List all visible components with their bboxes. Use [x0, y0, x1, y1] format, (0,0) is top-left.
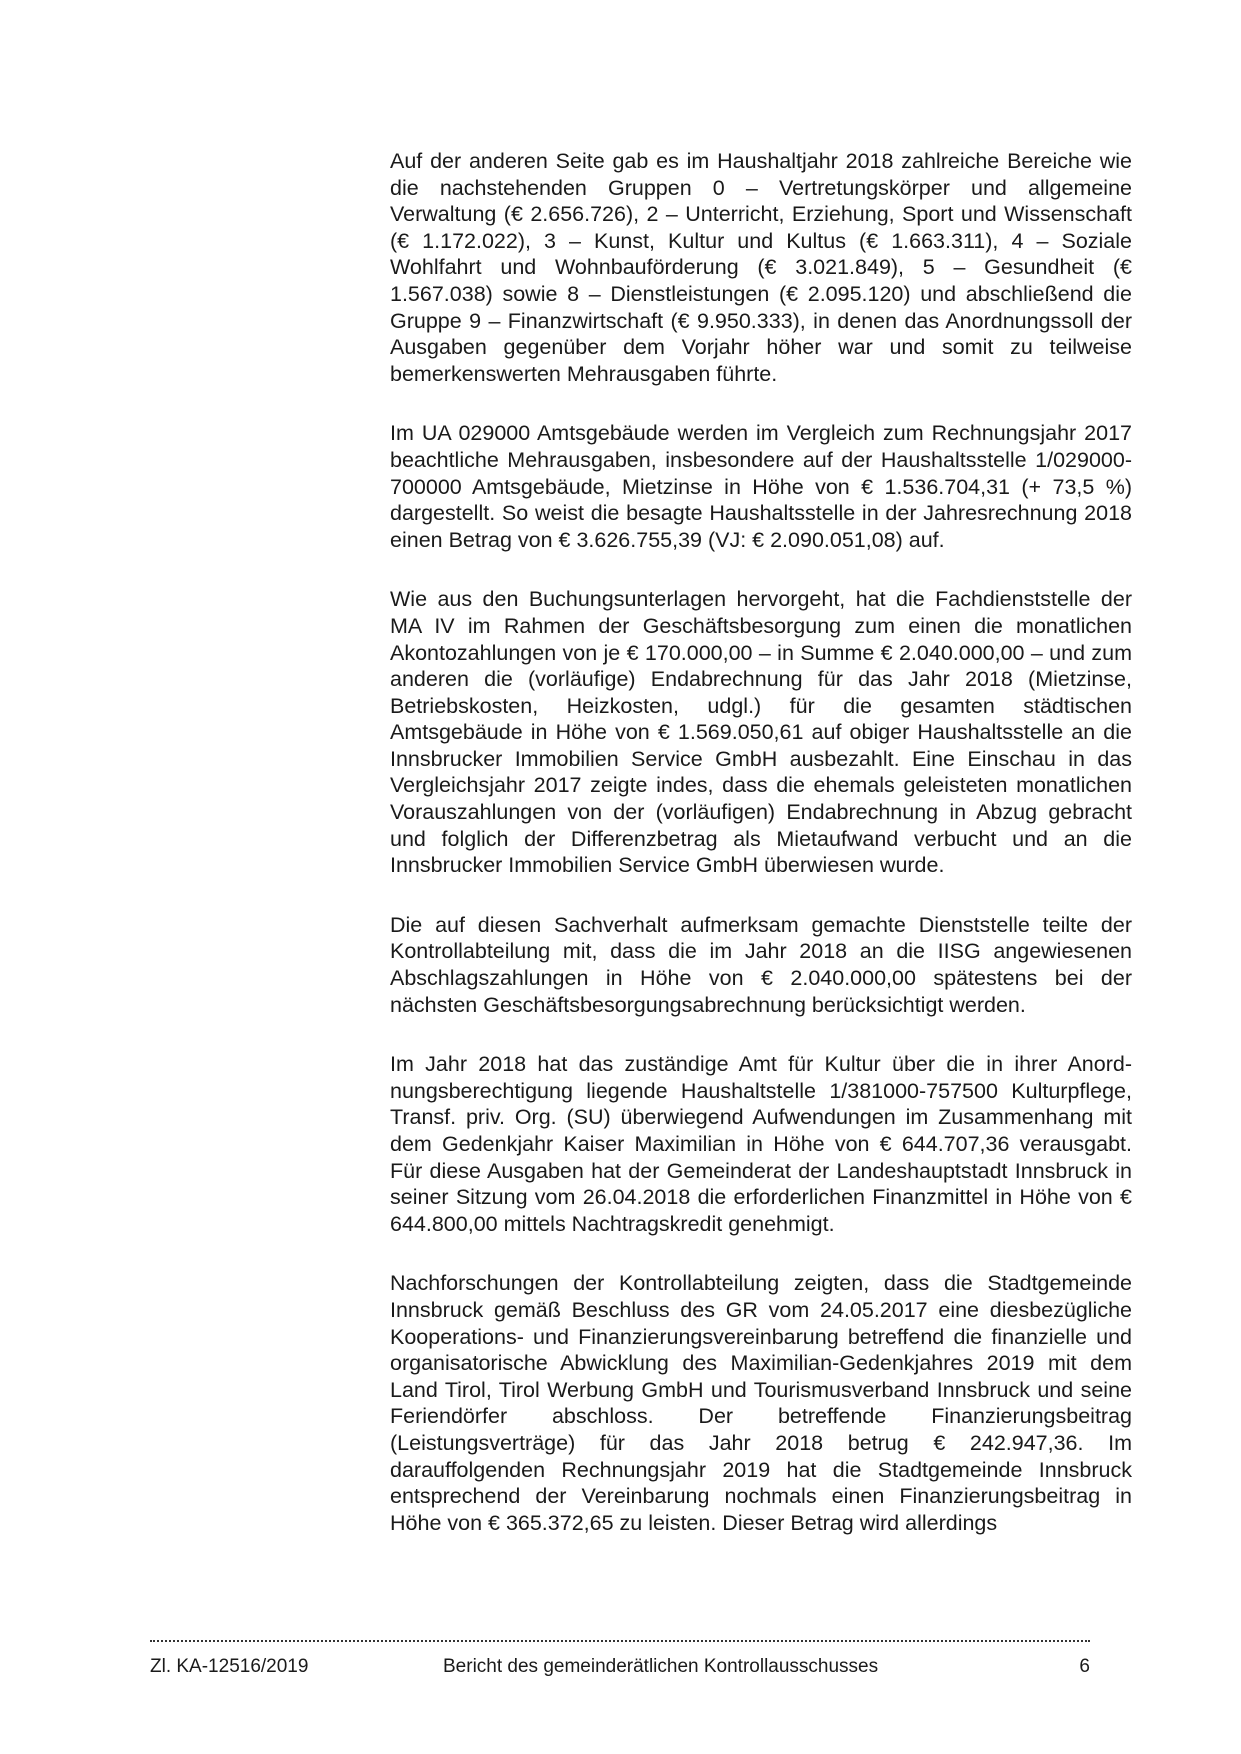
paragraph-1: Auf der anderen Seite gab es im Haushaltjahr 2018 zahlreiche Bereiche wie die nachstehenden Gruppen 0 – Vertretungskörper und allgemeine Verwaltung (€ 2.656.726), 2 – Unterricht, Erziehung, Sport und Wissenschaft (€ 1.172.022), 3 – Kunst, Kultur und Kultus (€ 1.663.311), 4 – Soziale Wohlfahrt und Wohnbauförderung (€ 3.021.849), 5 – Gesundheit (€ 1.567.038) sowie 8 – Dienstleistungen (€ 2.095.120) und abschließend die Gruppe 9 – Finanzwirtschaft (€ 9.950.333), in denen das Anordnungssoll der Ausgaben gegenüber dem Vorjahr höher war und somit zu teilweise bemerkenswerten Mehrausgaben führte.	[390, 149, 1132, 386]
paragraph-5: Im Jahr 2018 hat das zuständige Amt für Kultur über die in ihrer Anordnungsberechtigung liegende Haushaltstelle 1/381000-757500 Kulturpflege, Transf. priv. Org. (SU) überwiegend Aufwendungen im Zusammenhang mit dem Gedenkjahr Kaiser Maximilian in Höhe von € 644.707,36 verausgabt. Für diese Ausgaben hat der Gemeinderat der Landeshauptstadt Innsbruck in seiner Sitzung vom 26.04.2018 die erforderlichen Finanzmittel in Höhe von € 644.800,00 mittels Nachtragskredit genehmigt.	[390, 1052, 1132, 1236]
paragraph-6: Nachforschungen der Kontrollabteilung zeigten, dass die Stadtgemeinde Innsbruck gemäß Beschluss des GR vom 24.05.2017 eine diesbezügliche Kooperations- und Finanzierungsvereinbarung betreffend die finanzielle und organisatorische Abwicklung des Maximilian-Gedenkjahres 2019 mit dem Land Tirol, Tirol Werbung GmbH und Tourismusverband Innsbruck und seine Feriendörfer abschloss. Der betreffende Finanzierungsbeitrag (Leistungsverträge) für das Jahr 2018 betrug € 242.947,36. Im darauffolgenden Rechnungsjahr 2019 hat die Stadtgemeinde Innsbruck entsprechend der Vereinbarung nochmals einen Finanzierungsbeitrag in Höhe von € 365.372,65 zu leisten. Dieser Betrag wird allerdings	[390, 1271, 1132, 1535]
page-footer	[150, 1640, 1090, 1680]
footer-dotted-rule	[150, 1640, 1090, 1642]
paragraph-3: Wie aus den Buchungsunterlagen hervorgeht, hat die Fachdienststelle der MA IV im Rahmen der Geschäftsbesorgung zum einen die monatlichen Akontozahlungen von je € 170.000,00 – in Summe € 2.040.000,00 – und zum anderen die (vorläufige) Endabrechnung für das Jahr 2018 (Mietzinse, Betriebskosten, Heizkosten, udgl.) für die gesamten städtischen Amtsgebäude in Höhe von € 1.569.050,61 auf obiger Haushaltsstelle an die Innsbrucker Immobilien Service GmbH ausbezahlt. Eine Einschau in das Vergleichsjahr 2017 zeigte indes, dass die ehemals geleisteten monatlichen Vorauszahlungen von der (vorläufigen) Endabrechnung in Abzug gebracht und folglich der Differenzbetrag als Mietaufwand verbucht und an die Innsbrucker Immobilien Service GmbH überwiesen wurde.	[390, 587, 1132, 878]
footer-reference: Zl. KA-12516/2019	[150, 1656, 309, 1677]
body-text	[390, 148, 1132, 1569]
paragraph-4: Die auf diesen Sachverhalt aufmerksam gemachte Dienststelle teilte der Kontrollabteilung mit, dass die im Jahr 2018 an die IISG angewiesenen Abschlagszahlungen in Höhe von € 2.040.000,00 spätestens bei der nächsten Geschäftsbesorgungsabrechnung berücksichtigt werden.	[390, 912, 1132, 1017]
footer-title: Bericht des gemeinderätlichen Kontrollausschusses	[443, 1656, 879, 1677]
page-number: 6	[1079, 1656, 1090, 1677]
paragraph-2: Im UA 029000 Amtsgebäude werden im Vergleich zum Rechnungsjahr 2017 beachtliche Mehrausgaben, insbesondere auf der Haushaltsstelle 1/029000-700000 Amtsgebäude, Mietzinse in Höhe von € 1.536.704,31 (+ 73,5 %) dargestellt. So weist die besagte Haushaltsstelle in der Jahresrechnung 2018 einen Betrag von € 3.626.755,39 (VJ: € 2.090.051,08) auf.	[390, 421, 1132, 552]
